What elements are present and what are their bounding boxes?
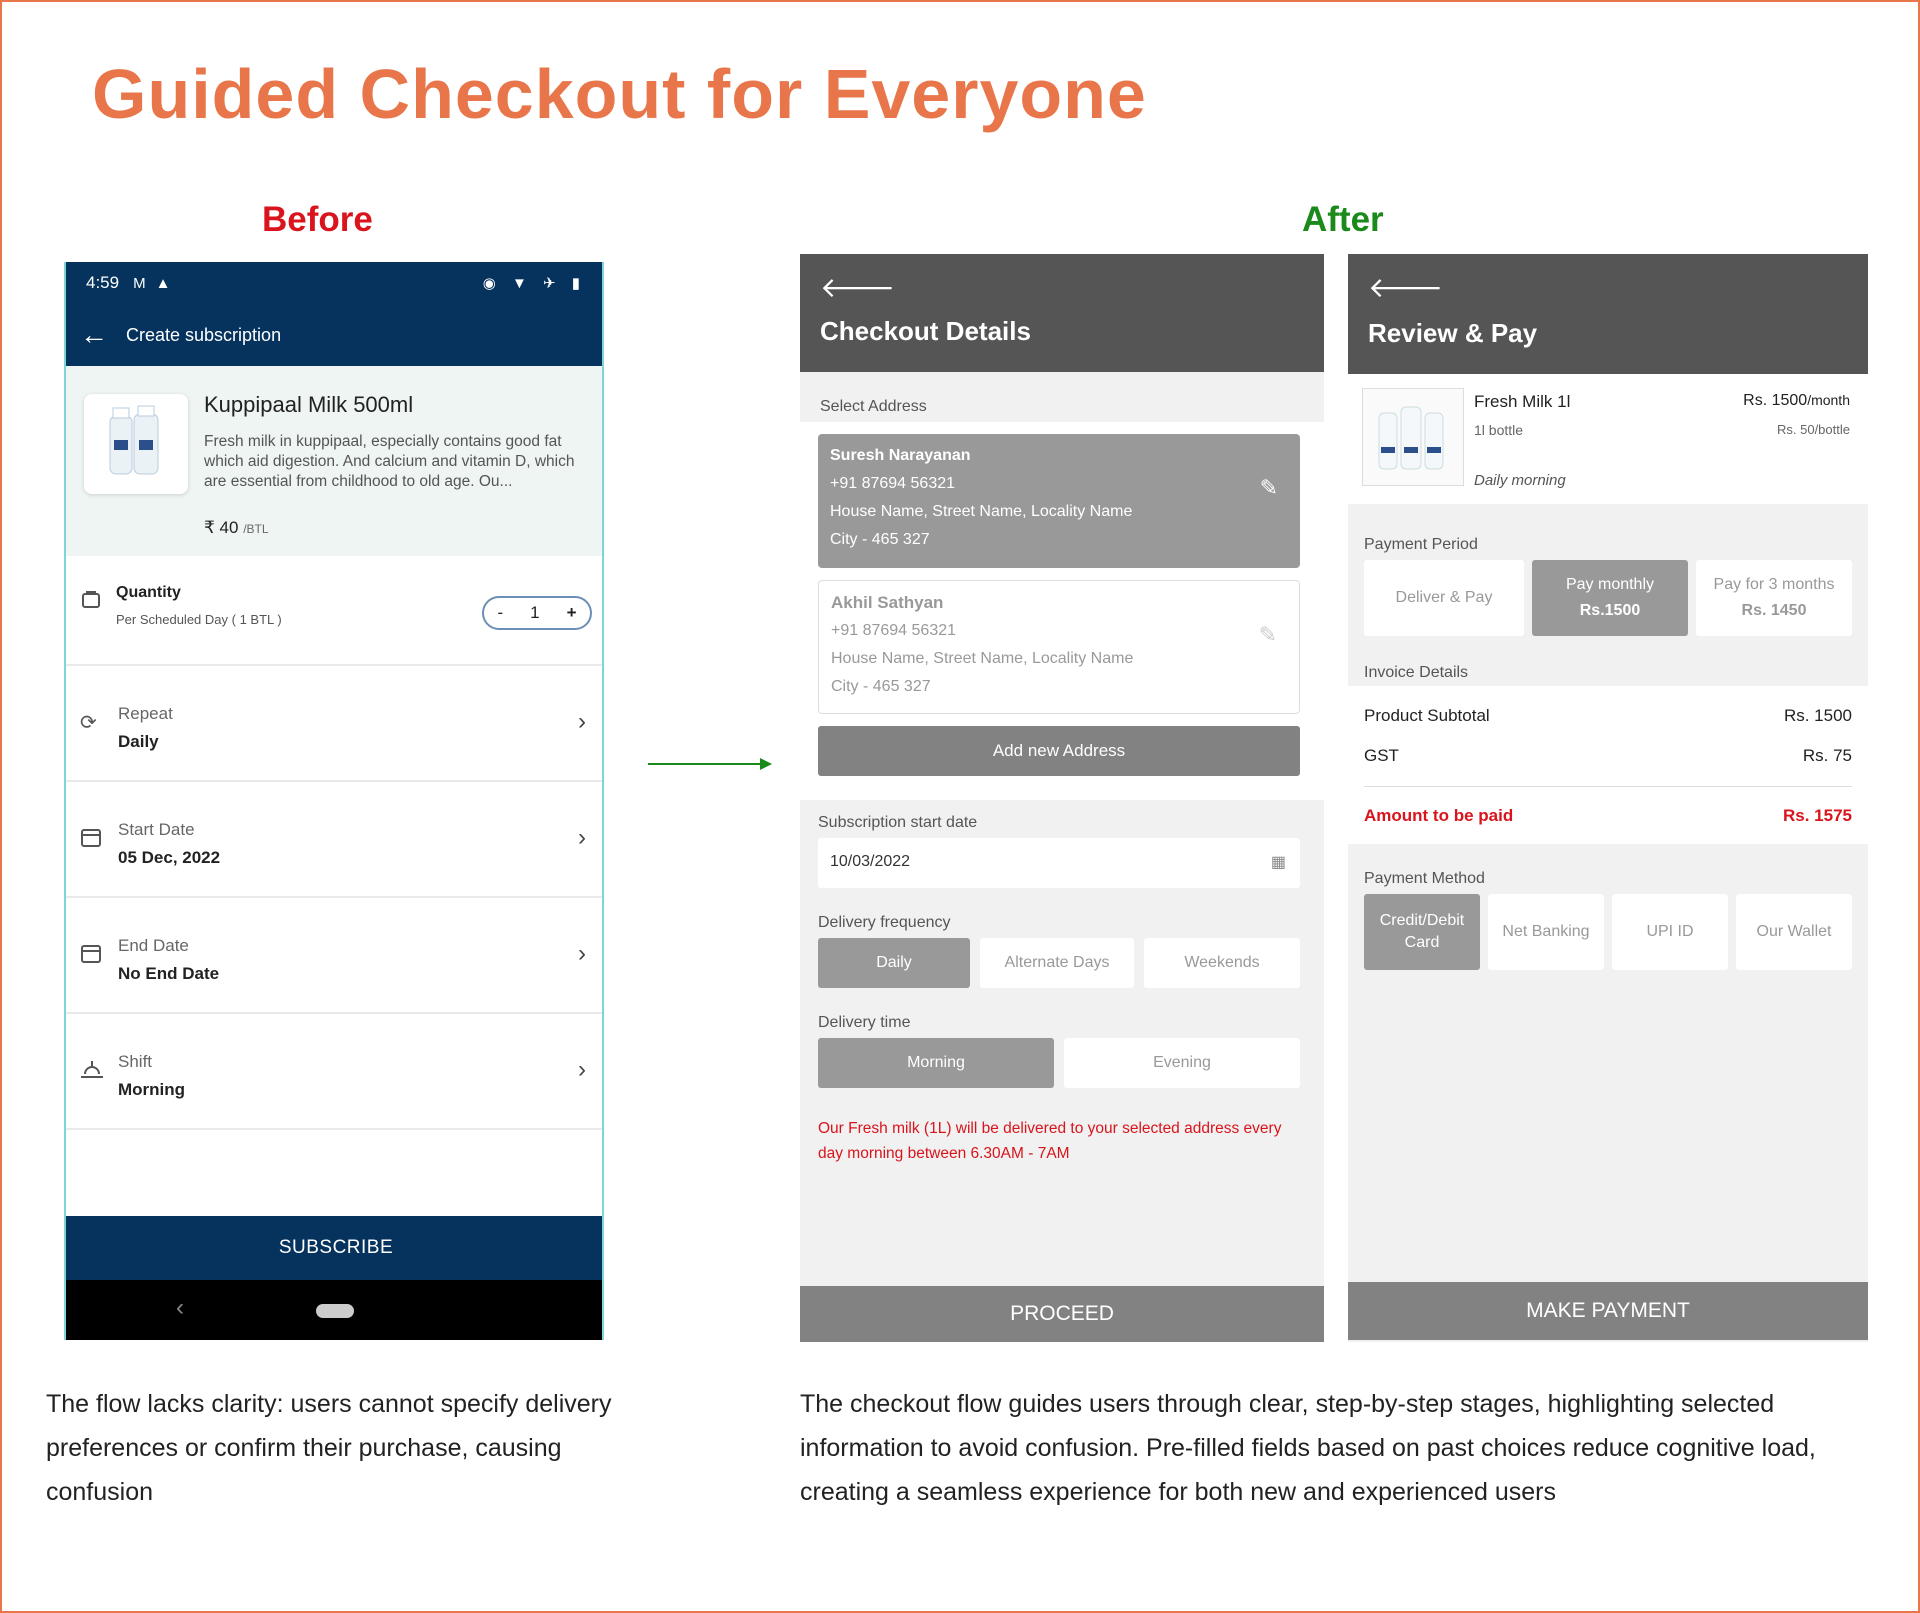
nav-home-icon[interactable]	[316, 1304, 354, 1318]
after-caption: The checkout flow guides users through clear, step-by-step stages, highlighting selected information to avoid confusion. Pre-filled fields based on past choices reduce cognitive load, creating a seamless experience for both new and experienced users	[800, 1390, 1816, 1506]
product-size: 1l bottle	[1474, 422, 1524, 438]
app-bar	[66, 304, 604, 366]
subscribe-button[interactable]: SUBSCRIBE	[66, 1216, 604, 1280]
page-title: Guided Checkout for Everyone	[92, 55, 1147, 133]
period-price: Rs. 1450	[1741, 602, 1807, 619]
period-label: Pay for 3 months	[1713, 576, 1835, 593]
android-nav-bar	[66, 1280, 604, 1340]
arrow-right-icon	[648, 754, 774, 774]
price-per-bottle: Rs. 50/bottle	[1777, 422, 1850, 437]
quantity-row	[66, 556, 604, 666]
status-time: 4:59	[86, 273, 120, 292]
bag-icon	[80, 588, 102, 610]
product-name: Fresh Milk 1l	[1474, 392, 1571, 411]
chevron-right-icon: ›	[578, 708, 586, 735]
invoice-section	[1348, 686, 1868, 844]
review-header	[1348, 254, 1868, 374]
start-date-value: 05 Dec, 2022	[118, 848, 221, 867]
back-arrow-icon[interactable]: 🡐	[1368, 272, 1444, 303]
quantity-sub: Per Scheduled Day ( 1 BTL )	[116, 612, 282, 627]
checkout-title: Checkout Details	[820, 316, 1031, 346]
end-date-label: End Date	[118, 936, 189, 955]
address-line: House Name, Street Name, Locality Name	[831, 650, 1134, 667]
proceed-button[interactable]: PROCEED	[800, 1286, 1324, 1342]
chevron-right-icon: ›	[578, 940, 586, 967]
calendar-icon	[80, 826, 102, 848]
address-city: City - 465 327	[830, 531, 930, 548]
checkout-screen	[800, 254, 1324, 1342]
period-deliver-pay[interactable]	[1364, 560, 1524, 636]
price-unit: /month	[1807, 392, 1850, 408]
method-upi[interactable]: UPI ID	[1612, 894, 1728, 970]
subtotal-value: Rs. 1500	[1783, 706, 1852, 725]
app-title: Create subscription	[126, 324, 282, 345]
freq-daily-option[interactable]: Daily	[818, 938, 970, 988]
review-title: Review & Pay	[1368, 318, 1538, 348]
calendar-icon[interactable]: ▦	[1270, 854, 1286, 871]
product-price	[1743, 392, 1850, 410]
repeat-icon: ⟳	[80, 712, 97, 734]
start-date-label: Start Date	[118, 820, 195, 839]
nav-back-icon[interactable]: ‹	[176, 1294, 184, 1321]
shift-row[interactable]	[66, 1014, 604, 1130]
status-bar	[66, 262, 604, 304]
period-label: Deliver & Pay	[1395, 589, 1493, 606]
period-label: Pay monthly	[1565, 576, 1655, 593]
quantity-stepper[interactable]	[482, 596, 592, 630]
start-date-input[interactable]	[818, 838, 1300, 888]
period-3-months[interactable]	[1696, 560, 1852, 636]
select-address-label: Select Address	[820, 398, 927, 415]
price-value: ₹ 40	[204, 518, 239, 537]
price-unit: /BTL	[243, 522, 269, 536]
address-card-selected[interactable]	[818, 434, 1300, 568]
start-date-row[interactable]	[66, 782, 604, 898]
product-schedule: Daily morning	[1474, 472, 1566, 489]
plus-button[interactable]: +	[566, 603, 577, 622]
period-monthly[interactable]	[1532, 560, 1688, 636]
chevron-right-icon: ›	[578, 1056, 586, 1083]
product-image	[84, 394, 188, 494]
quantity-value: 1	[530, 603, 540, 622]
edit-icon[interactable]: ✎	[1259, 475, 1278, 500]
edit-icon[interactable]: ✎	[1258, 622, 1277, 647]
address-city: City - 465 327	[831, 678, 931, 695]
quantity-label: Quantity	[116, 584, 181, 601]
period-price: Rs.1500	[1579, 602, 1641, 619]
gmail-icon: M	[133, 274, 146, 292]
shift-label: Shift	[118, 1052, 153, 1071]
repeat-label: Repeat	[118, 704, 173, 723]
delivery-time-label: Delivery time	[818, 1014, 911, 1031]
delivery-note: Our Fresh milk (1L) will be delivered to your selected address every day morning between 6.30AM - 7AM	[818, 1120, 1282, 1162]
method-netbanking[interactable]: Net Banking	[1488, 894, 1604, 970]
product-summary	[1348, 374, 1868, 504]
time-morning-option[interactable]: Morning	[818, 1038, 1054, 1088]
end-date-row[interactable]	[66, 898, 604, 1014]
freq-weekends-option[interactable]: Weekends	[1144, 938, 1300, 988]
before-caption: The flow lacks clarity: users cannot specify delivery preferences or confirm their purchase, causing confusion	[46, 1390, 612, 1506]
start-date-value: 10/03/2022	[830, 853, 911, 870]
address-name: Akhil Sathyan	[831, 593, 944, 612]
address-line: House Name, Street Name, Locality Name	[830, 503, 1133, 520]
divider	[1364, 786, 1852, 787]
method-wallet[interactable]: Our Wallet	[1736, 894, 1852, 970]
minus-button[interactable]: -	[497, 603, 504, 622]
sunrise-icon	[80, 1058, 102, 1080]
checkout-header	[800, 254, 1324, 372]
freq-alternate-option[interactable]: Alternate Days	[980, 938, 1134, 988]
after-label: After	[1302, 200, 1384, 239]
gst-label: GST	[1364, 746, 1399, 765]
subtotal-label: Product Subtotal	[1364, 706, 1490, 725]
payment-period-label: Payment Period	[1364, 536, 1478, 553]
address-name: Suresh Narayanan	[830, 447, 971, 464]
before-phone	[64, 262, 604, 1340]
product-section	[66, 366, 604, 556]
end-date-value: No End Date	[118, 964, 220, 983]
repeat-value: Daily	[118, 732, 159, 751]
address-phone: +91 87694 56321	[830, 475, 956, 492]
shift-value: Morning	[118, 1080, 186, 1099]
invoice-label: Invoice Details	[1364, 664, 1469, 681]
product-image	[1362, 388, 1464, 486]
payment-method-label: Payment Method	[1364, 870, 1485, 887]
chevron-right-icon: ›	[578, 824, 586, 851]
price-value: Rs. 1500	[1743, 392, 1808, 409]
status-icons: ◉ ▼ ✈ ▮	[482, 275, 586, 292]
product-name: Kuppipaal Milk 500ml	[204, 392, 414, 417]
amount-label: Amount to be paid	[1364, 806, 1514, 825]
make-payment-button[interactable]: MAKE PAYMENT	[1348, 1282, 1868, 1340]
method-card[interactable]: Credit/Debit Card	[1364, 894, 1480, 970]
back-arrow-icon[interactable]: ←	[80, 319, 108, 350]
address-phone: +91 87694 56321	[831, 622, 957, 639]
calendar-icon	[80, 942, 102, 964]
review-screen	[1348, 254, 1868, 1342]
warning-icon: ▲	[155, 274, 171, 292]
frequency-label: Delivery frequency	[818, 914, 951, 931]
product-description: Fresh milk in kuppipaal, especially contains good fat which aid digestion. And calcium and vitamin D, which are essential from childhood to old age. Ou...	[204, 433, 575, 490]
gst-value: Rs. 75	[1802, 746, 1852, 765]
before-label: Before	[262, 200, 373, 239]
address-card[interactable]	[818, 580, 1300, 714]
back-arrow-icon[interactable]: 🡐	[820, 272, 896, 303]
start-date-label: Subscription start date	[818, 814, 978, 831]
amount-value: Rs. 1575	[1783, 806, 1852, 825]
repeat-row[interactable]	[66, 666, 604, 782]
time-evening-option[interactable]: Evening	[1064, 1038, 1300, 1088]
add-address-button[interactable]: Add new Address	[818, 726, 1300, 776]
product-price	[204, 518, 269, 538]
